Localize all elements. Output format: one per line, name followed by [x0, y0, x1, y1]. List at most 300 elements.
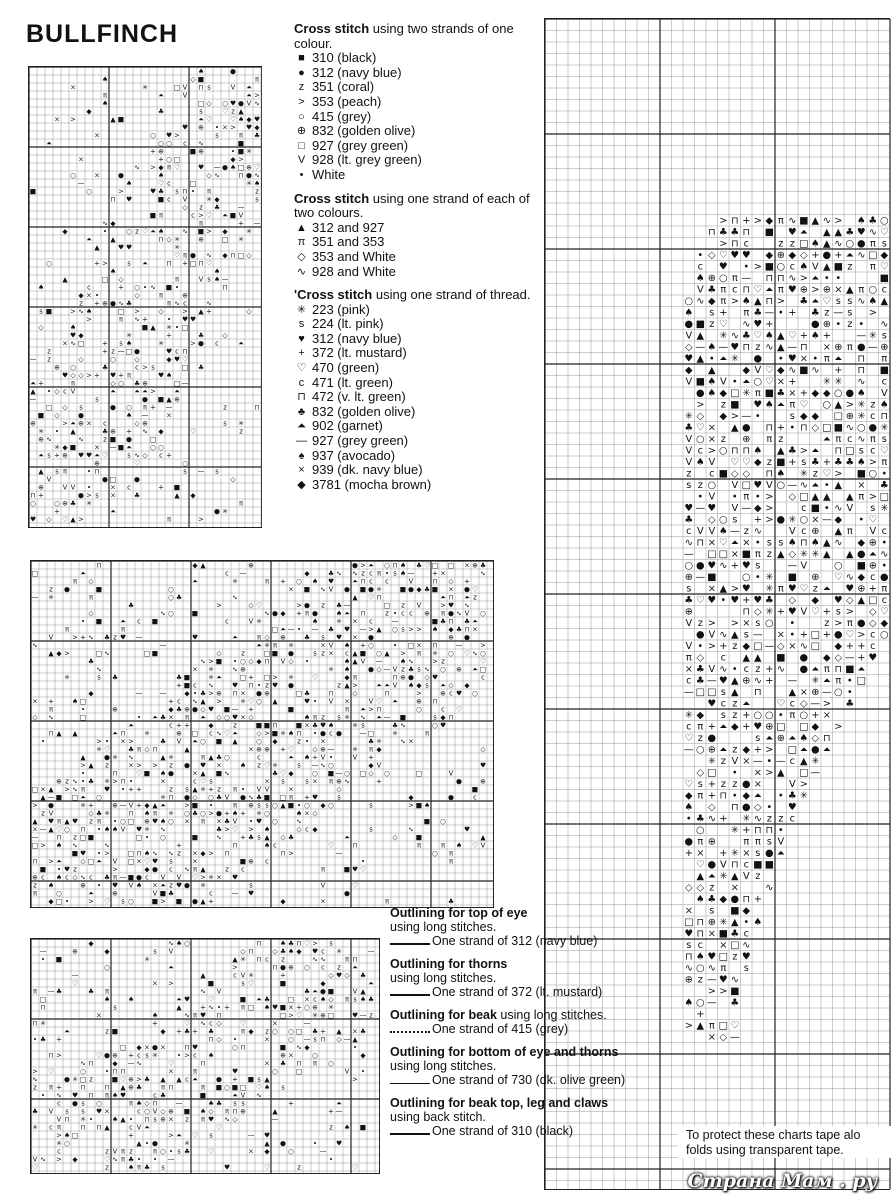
- svg-text:▲: ▲: [198, 307, 204, 316]
- svg-text:•: •: [881, 468, 888, 480]
- svg-text:—: —: [47, 793, 55, 802]
- svg-text:♣: ♣: [287, 833, 295, 842]
- svg-text:∿: ∿: [184, 865, 190, 874]
- svg-text:♠: ♠: [799, 261, 809, 273]
- svg-text:●: ●: [464, 585, 470, 594]
- svg-text:×: ×: [352, 1027, 358, 1036]
- svg-text:∿: ∿: [730, 974, 739, 986]
- svg-text:♥: ♥: [730, 250, 740, 262]
- svg-text:♥: ♥: [319, 721, 327, 730]
- svg-text:○: ○: [868, 468, 878, 480]
- svg-text:•: •: [766, 802, 773, 814]
- svg-text:π: π: [254, 75, 260, 84]
- svg-text:♥: ♥: [157, 371, 165, 380]
- svg-text:○: ○: [184, 809, 190, 818]
- chart-panel-top-left: [28, 66, 262, 528]
- svg-text:s: s: [337, 713, 341, 722]
- svg-text:π: π: [766, 434, 773, 446]
- svg-text:♡: ♡: [279, 769, 287, 778]
- svg-text:▲: ▲: [846, 491, 854, 503]
- svg-text:♥: ♥: [753, 399, 763, 411]
- svg-text:♡: ♡: [753, 330, 763, 342]
- svg-text:×: ×: [192, 849, 198, 858]
- svg-text:s: s: [185, 785, 189, 794]
- svg-text:♡: ♡: [231, 825, 239, 834]
- svg-text:□: □: [730, 940, 740, 952]
- svg-text:■: ■: [199, 1091, 207, 1100]
- svg-text:■: ■: [730, 399, 740, 411]
- svg-text:⊓: ⊓: [328, 689, 334, 698]
- svg-text:+: +: [304, 793, 310, 802]
- svg-text:●: ●: [464, 633, 470, 642]
- stitch-grid: [31, 561, 493, 907]
- svg-text:✳: ✳: [208, 665, 214, 674]
- svg-text:∿: ∿: [192, 697, 198, 706]
- svg-text:□: □: [707, 687, 717, 699]
- svg-text:□: □: [367, 729, 375, 738]
- svg-text:s: s: [207, 83, 211, 92]
- svg-text:c: c: [881, 284, 887, 296]
- svg-text:⊕: ⊕: [799, 284, 808, 296]
- svg-text:⏶: ⏶: [110, 387, 116, 396]
- svg-text:∿: ∿: [822, 215, 831, 227]
- svg-text:>: >: [707, 986, 716, 998]
- svg-text:♠: ♠: [707, 342, 717, 354]
- svg-text:♠: ♠: [295, 809, 303, 818]
- svg-text:■: ■: [856, 468, 866, 480]
- svg-text:♠: ♠: [741, 296, 751, 308]
- svg-text:♣: ♣: [845, 457, 855, 469]
- svg-text:π: π: [142, 403, 148, 412]
- svg-text:♥: ♥: [175, 881, 183, 890]
- svg-text:π: π: [777, 284, 784, 296]
- svg-text:—: —: [127, 1059, 135, 1068]
- svg-text:—: —: [31, 833, 39, 842]
- svg-text:⏶: ⏶: [192, 1075, 198, 1084]
- svg-text:■: ■: [175, 897, 183, 906]
- svg-text:○: ○: [64, 825, 70, 834]
- svg-text:♠: ♠: [311, 617, 319, 626]
- svg-text:○: ○: [126, 403, 132, 412]
- svg-text:▲: ▲: [120, 1083, 126, 1092]
- svg-text:s: s: [209, 1131, 213, 1140]
- svg-text:>: >: [753, 215, 762, 227]
- svg-text:●: ●: [78, 411, 84, 420]
- svg-text:c: c: [233, 971, 237, 980]
- svg-text:⊕: ⊕: [742, 434, 751, 446]
- legend-item-label: 353 (peach): [312, 93, 382, 109]
- svg-text:×: ×: [799, 353, 808, 365]
- svg-text:⏶: ⏶: [232, 633, 238, 642]
- svg-text:⏶: ⏶: [845, 250, 854, 262]
- svg-text:●: ●: [845, 388, 855, 400]
- svg-text:z: z: [89, 817, 93, 826]
- svg-text:✳: ✳: [868, 330, 877, 342]
- svg-text:z: z: [105, 1147, 109, 1156]
- svg-text:∿: ∿: [834, 238, 843, 250]
- outline-heading: Outlining for beak top, leg and claws: [390, 1096, 609, 1110]
- svg-text:+: +: [719, 307, 728, 319]
- svg-text:●: ●: [272, 609, 278, 618]
- svg-text:◆: ◆: [190, 491, 196, 500]
- svg-text:▲: ▲: [192, 785, 198, 794]
- svg-text:□: □: [787, 744, 797, 756]
- svg-text:◆: ◆: [158, 163, 164, 172]
- svg-text:♣: ♣: [127, 745, 135, 754]
- legend-item-label: 472 (v. lt. green): [312, 389, 406, 405]
- svg-text:♥: ♥: [151, 857, 159, 866]
- svg-text:◇: ◇: [368, 769, 374, 778]
- svg-text:●: ●: [64, 1075, 70, 1084]
- svg-text:+: +: [280, 745, 286, 754]
- svg-text:♠: ♠: [157, 171, 165, 180]
- svg-text:⏶: ⏶: [94, 451, 100, 460]
- svg-text:>: >: [248, 825, 254, 834]
- svg-text:○: ○: [272, 817, 278, 826]
- svg-text:×: ×: [160, 1043, 166, 1052]
- svg-text:∿: ∿: [456, 609, 462, 618]
- svg-text:⏶: ⏶: [384, 681, 390, 690]
- svg-text:●: ●: [684, 836, 694, 848]
- svg-text:π: π: [448, 849, 454, 858]
- svg-text:⊓: ⊓: [256, 955, 262, 964]
- svg-text:▲: ▲: [788, 687, 797, 699]
- svg-text:●: ●: [799, 664, 809, 676]
- svg-text:✳: ✳: [232, 577, 238, 586]
- svg-text:+: +: [753, 514, 762, 526]
- svg-text:♣: ♣: [55, 987, 63, 996]
- svg-text:◆: ◆: [742, 641, 751, 653]
- svg-text:V: V: [198, 275, 204, 284]
- svg-text:○: ○: [200, 809, 206, 818]
- svg-text:+: +: [94, 371, 100, 380]
- svg-text:z: z: [697, 480, 703, 492]
- svg-text:π: π: [232, 785, 238, 794]
- svg-text:♡: ♡: [730, 457, 740, 469]
- svg-text:♠: ♠: [55, 841, 63, 850]
- svg-text:×: ×: [110, 483, 116, 492]
- svg-text:+: +: [432, 569, 438, 578]
- svg-text:∿: ∿: [112, 1155, 118, 1164]
- svg-text:×: ×: [344, 697, 350, 706]
- svg-text:♡: ♡: [205, 115, 213, 124]
- legend-item: [294, 153, 534, 168]
- svg-text:∿: ∿: [765, 342, 774, 354]
- svg-text:•: •: [248, 817, 254, 826]
- svg-text:▲: ▲: [62, 275, 68, 284]
- svg-text:s: s: [81, 1107, 85, 1116]
- svg-text:s: s: [743, 629, 749, 641]
- svg-text:⊓: ⊓: [216, 1011, 222, 1020]
- svg-text:—: —: [141, 411, 149, 420]
- svg-text:s: s: [215, 131, 219, 140]
- svg-text:—: —: [237, 203, 245, 212]
- svg-text:✳: ✳: [174, 235, 180, 244]
- svg-text:■: ■: [141, 323, 149, 332]
- svg-text:V: V: [685, 376, 693, 388]
- svg-text:V: V: [240, 1091, 246, 1100]
- svg-text:●: ●: [110, 299, 116, 308]
- svg-text:♠: ♠: [101, 75, 109, 84]
- svg-text:▲: ▲: [166, 395, 172, 404]
- svg-text:♡: ♡: [718, 250, 728, 262]
- svg-text:♣: ♣: [69, 499, 77, 508]
- svg-text:•: •: [823, 503, 830, 515]
- svg-text:♡: ♡: [253, 163, 261, 172]
- svg-text:□: □: [71, 1131, 79, 1140]
- svg-text:π: π: [184, 713, 190, 722]
- svg-text:>: >: [104, 849, 110, 858]
- svg-text:⊓: ⊓: [80, 1123, 86, 1132]
- svg-text:♥: ♥: [787, 227, 797, 239]
- svg-text:♡: ♡: [263, 1163, 271, 1172]
- svg-text:⊕: ⊕: [78, 419, 84, 428]
- svg-text:—: —: [729, 526, 740, 538]
- svg-text:♡: ♡: [31, 1163, 39, 1172]
- svg-text:s: s: [755, 560, 761, 572]
- svg-text:>: >: [730, 618, 739, 630]
- svg-text:♣: ♣: [271, 769, 279, 778]
- svg-text:✳: ✳: [799, 549, 808, 561]
- svg-text:V: V: [731, 480, 739, 492]
- svg-text:π: π: [72, 577, 78, 586]
- page-title: BULLFINCH: [26, 20, 179, 48]
- svg-text:◇: ◇: [256, 729, 262, 738]
- svg-text:⊕: ⊕: [80, 881, 86, 890]
- svg-text:×: ×: [168, 713, 174, 722]
- svg-text:⏶: ⏶: [120, 617, 126, 626]
- svg-text:□: □: [87, 857, 95, 866]
- svg-text:z: z: [870, 399, 876, 411]
- svg-text:⏶: ⏶: [822, 583, 831, 595]
- svg-text:⏶: ⏶: [126, 443, 132, 452]
- svg-text:●: ●: [198, 339, 204, 348]
- svg-text:◆: ◆: [192, 561, 198, 570]
- svg-text:○: ○: [168, 817, 174, 826]
- svg-text:×: ×: [264, 1035, 270, 1044]
- svg-text:⊓: ⊓: [448, 713, 454, 722]
- svg-text:◇: ◇: [216, 649, 222, 658]
- svg-text:◇: ◇: [160, 1107, 166, 1116]
- svg-text:⊕: ⊕: [142, 379, 148, 388]
- svg-text:⏶: ⏶: [368, 561, 374, 570]
- svg-text:●: ●: [408, 673, 414, 682]
- svg-text:⊕: ⊕: [240, 665, 246, 674]
- svg-text:c: c: [870, 629, 876, 641]
- svg-text:■: ■: [833, 422, 843, 434]
- svg-text:•: •: [232, 1035, 238, 1044]
- svg-text:—: —: [231, 889, 239, 898]
- svg-text:●: ●: [857, 549, 866, 561]
- svg-text:♥: ♥: [71, 817, 79, 826]
- svg-text:⏶: ⏶: [30, 379, 36, 388]
- svg-text:∿: ∿: [160, 825, 166, 834]
- svg-text:—: —: [311, 625, 319, 634]
- svg-text:⊓: ⊓: [80, 825, 86, 834]
- svg-text:z: z: [337, 963, 341, 972]
- outline-sub: using long stitches.: [390, 920, 497, 934]
- svg-text:•: •: [881, 537, 888, 549]
- svg-text:✳: ✳: [144, 825, 150, 834]
- outline-sub: using long stitches.: [390, 1059, 497, 1073]
- svg-text:▲: ▲: [754, 652, 762, 664]
- svg-text:V: V: [70, 387, 76, 396]
- svg-text:○: ○: [480, 649, 486, 658]
- svg-text:●: ●: [184, 793, 190, 802]
- svg-text:♠: ♠: [707, 376, 717, 388]
- svg-text:◇: ◇: [869, 606, 877, 618]
- svg-text:V: V: [320, 753, 326, 762]
- svg-text:○: ○: [480, 609, 486, 618]
- svg-text:•: •: [312, 1139, 318, 1148]
- svg-text:◆: ◆: [742, 365, 751, 377]
- svg-text:•: •: [754, 491, 761, 503]
- svg-text:+: +: [328, 1107, 334, 1116]
- svg-text:◇: ◇: [158, 307, 164, 316]
- svg-text:s: s: [39, 307, 43, 316]
- svg-text:>: >: [208, 849, 214, 858]
- svg-text:+: +: [56, 1035, 62, 1044]
- svg-text:⏶: ⏶: [134, 387, 140, 396]
- svg-text:○: ○: [70, 363, 76, 372]
- svg-text:♥: ♥: [439, 721, 447, 730]
- legend-item: [294, 168, 534, 183]
- svg-text:♡: ♡: [135, 769, 143, 778]
- svg-text:∿: ∿: [254, 171, 260, 180]
- svg-text:•: •: [720, 595, 727, 607]
- svg-text:—: —: [787, 560, 798, 572]
- filled-circle-icon: ●: [298, 66, 305, 79]
- svg-text:♣: ♣: [191, 809, 199, 818]
- svg-text:—: —: [239, 569, 247, 578]
- svg-text:⊕: ⊕: [424, 609, 430, 618]
- svg-text:V: V: [328, 585, 334, 594]
- svg-text:s: s: [369, 825, 373, 834]
- legend-item: [294, 80, 534, 95]
- svg-text:s: s: [686, 940, 692, 952]
- svg-text:●: ●: [368, 633, 374, 642]
- svg-text:V: V: [731, 756, 739, 768]
- svg-text:⊕: ⊕: [102, 299, 108, 308]
- svg-text:∿: ∿: [32, 1075, 38, 1084]
- svg-text:⏶: ⏶: [719, 721, 728, 733]
- svg-text:—: —: [375, 657, 383, 666]
- svg-text:∿: ∿: [753, 813, 762, 825]
- svg-text:+: +: [158, 155, 164, 164]
- svg-text:♥: ♥: [753, 595, 763, 607]
- svg-text:⊕: ⊕: [112, 1051, 118, 1060]
- svg-text:♥: ♥: [199, 761, 207, 770]
- svg-text:⏶: ⏶: [142, 259, 148, 268]
- svg-text:■: ■: [151, 649, 159, 658]
- svg-text:▲: ▲: [777, 330, 785, 342]
- svg-text:⊓: ⊓: [765, 422, 774, 434]
- svg-text:>: >: [834, 215, 843, 227]
- svg-text:∿: ∿: [104, 841, 110, 850]
- svg-text:◆: ◆: [110, 219, 116, 228]
- svg-text:⊕: ⊕: [30, 419, 36, 428]
- svg-text:⊕: ⊕: [868, 560, 877, 572]
- svg-text:s: s: [881, 238, 887, 250]
- svg-text:⏶: ⏶: [176, 995, 182, 1004]
- svg-text:□: □: [117, 307, 125, 316]
- svg-text:•: •: [731, 376, 738, 388]
- svg-text:+: +: [248, 705, 254, 714]
- svg-text:▲: ▲: [823, 238, 831, 250]
- svg-text:z: z: [105, 761, 109, 770]
- svg-text:>: >: [152, 761, 158, 770]
- svg-text:—: —: [706, 675, 717, 687]
- legend-item: [294, 139, 534, 154]
- svg-text:∿: ∿: [168, 849, 174, 858]
- svg-text:○: ○: [160, 833, 166, 842]
- svg-text:♡: ♡: [71, 979, 79, 988]
- svg-text:+: +: [168, 697, 174, 706]
- svg-text:π: π: [174, 275, 180, 284]
- svg-text:◇: ◇: [448, 681, 454, 690]
- filled-square-icon: ■: [298, 52, 305, 65]
- svg-text:◆: ◆: [312, 825, 318, 834]
- svg-text:z: z: [231, 107, 235, 116]
- svg-text:c: c: [191, 211, 195, 220]
- svg-text:◆: ◆: [811, 721, 820, 733]
- svg-text:□: □: [684, 917, 694, 929]
- svg-text:π: π: [312, 1059, 318, 1068]
- svg-text:⏶: ⏶: [730, 537, 739, 549]
- svg-text:✳: ✳: [822, 376, 831, 388]
- svg-text:>: >: [408, 625, 414, 634]
- svg-text:▲: ▲: [174, 491, 180, 500]
- svg-text:♠: ♠: [810, 537, 820, 549]
- svg-text:♥: ♥: [684, 928, 694, 940]
- svg-text:♣: ♣: [753, 307, 763, 319]
- svg-text:♠: ♠: [207, 1099, 215, 1108]
- svg-text:∿: ∿: [184, 1011, 190, 1020]
- svg-text:+: +: [126, 427, 132, 436]
- svg-text:π: π: [720, 296, 727, 308]
- svg-text:—: —: [327, 745, 335, 754]
- svg-text:⊕: ⊕: [742, 675, 751, 687]
- thread-legend: [294, 22, 534, 501]
- svg-text:□: □: [101, 275, 109, 284]
- svg-text:⊓: ⊓: [730, 859, 739, 871]
- svg-text:♠: ♠: [707, 388, 717, 400]
- svg-text:○: ○: [288, 1027, 294, 1036]
- svg-text:∿: ∿: [799, 641, 808, 653]
- svg-text:z: z: [697, 618, 703, 630]
- svg-text:♣: ♣: [730, 997, 740, 1009]
- svg-text:○: ○: [126, 227, 132, 236]
- svg-text:•: •: [136, 1155, 142, 1164]
- svg-text:✳: ✳: [730, 848, 739, 860]
- svg-text:⊓: ⊓: [224, 849, 230, 858]
- svg-text:∿: ∿: [480, 569, 486, 578]
- svg-text:○: ○: [80, 1067, 86, 1076]
- svg-text:π: π: [344, 955, 350, 964]
- legend-item: [294, 434, 534, 449]
- svg-text:□: □: [263, 649, 271, 658]
- svg-text:V: V: [788, 526, 796, 538]
- legend-item: [294, 478, 534, 493]
- svg-text:⊓: ⊓: [256, 939, 262, 948]
- svg-text:s: s: [847, 307, 853, 319]
- svg-text:∿: ∿: [834, 537, 843, 549]
- svg-text:•: •: [256, 681, 262, 690]
- svg-text:▲: ▲: [200, 769, 206, 778]
- svg-text:□: □: [431, 561, 439, 570]
- svg-text:s: s: [313, 649, 317, 658]
- svg-text:♣: ♣: [439, 617, 447, 626]
